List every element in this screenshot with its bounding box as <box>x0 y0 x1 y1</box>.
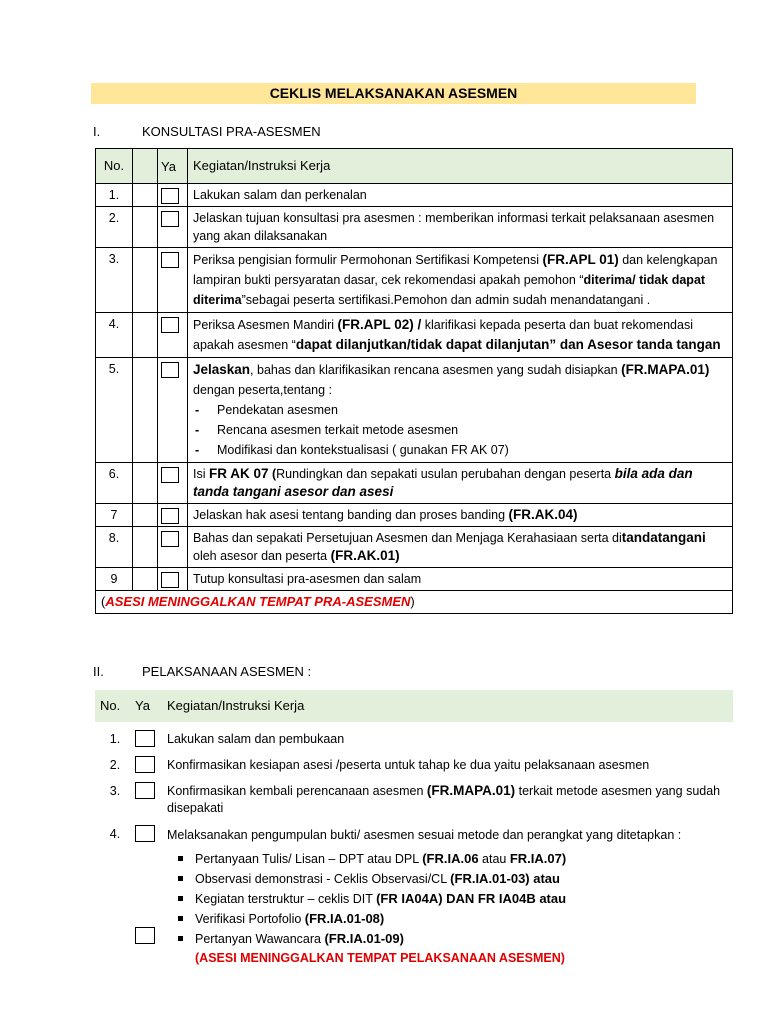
ya-checkbox[interactable] <box>161 211 179 227</box>
row-text: Lakukan salam dan pembukaan <box>167 732 345 746</box>
list-item: - Pendekatan asesmen <box>193 400 727 420</box>
row-text: Jelaskan tujuan konsultasi pra asesmen : memberikan informasi terkait pelaksanaan asesmen yang akan dilaksanakan <box>188 207 733 248</box>
table-footer-row <box>96 591 733 614</box>
table-row <box>95 750 733 776</box>
ya-checkbox[interactable] <box>161 572 179 588</box>
list-item: Pertanyan Wawancara (FR.IA.01-09) <box>167 929 728 949</box>
row-number: 4. <box>109 827 121 841</box>
table-row <box>96 527 733 568</box>
section-2-number: II. <box>93 664 104 679</box>
row-text: Lakukan salam dan perkenalan <box>188 184 733 207</box>
row-text: Jelaskan hak asesi tentang banding dan proses banding (FR.AK.04) <box>188 504 733 527</box>
row-number: 7 <box>96 504 133 527</box>
row-number: 3. <box>109 784 121 798</box>
table-row <box>96 313 733 358</box>
row-text: Periksa pengisian formulir Permohonan Sertifikasi Kompetensi (FR.APL 01) dan kelengkapan lampiran bukti persyaratan dasar, cek rekomendasi apakah pemohon “diterima/ tidak dapat diterima”sebagai peserta sertifikasi.Pemohon dan admin sudah menandatangani . <box>188 248 733 313</box>
ya-checkbox[interactable] <box>161 252 179 268</box>
row-number: 2. <box>96 207 133 248</box>
row-number: 6. <box>96 463 133 504</box>
row-number: 1. <box>96 184 133 207</box>
table-row <box>96 568 733 591</box>
row-number: 5. <box>96 358 133 463</box>
table-row <box>96 184 733 207</box>
ya-checkbox[interactable] <box>135 730 155 747</box>
section-1-heading <box>93 124 493 142</box>
footer-note: (ASESI MENINGGALKAN TEMPAT PRA-ASESMEN) <box>96 591 733 614</box>
header-no: No. <box>95 690 135 722</box>
list-item: Observasi demonstrasi - Ceklis Observasi/CL (FR.IA.01-03) atau <box>167 869 728 889</box>
table-row <box>96 463 733 504</box>
topic-list <box>193 400 727 460</box>
ya-checkbox[interactable] <box>161 508 179 524</box>
row-number: 3. <box>96 248 133 313</box>
section-2-heading <box>93 664 493 682</box>
ya-checkbox[interactable] <box>135 927 155 944</box>
row-text: Periksa Asesmen Mandiri (FR.APL 02) / klarifikasi kepada peserta dan buat rekomendasi apakah asesmen “dapat dilanjutkan/tidak dapat dilanjutan” dan Asesor tanda tangan <box>188 313 733 358</box>
ya-checkbox[interactable] <box>135 825 155 842</box>
list-item: Kegiatan terstruktur – ceklis DIT (FR IA04A) DAN FR IA04B atau <box>167 889 728 909</box>
ya-checkbox[interactable] <box>161 362 179 378</box>
section-2-label: PELAKSANAAN ASESMEN : <box>142 664 312 679</box>
row-number: 1. <box>109 732 121 746</box>
row-text: Konfirmasikan kembali perencanaan asesmen (FR.MAPA.01) terkait metode asesmen yang sudah disepakati <box>167 783 721 815</box>
list-item: Verifikasi Portofolio (FR.IA.01-08) <box>167 909 728 929</box>
row-text: Konfirmasikan kesiapan asesi /peserta untuk tahap ke dua yaitu pelaksanaan asesmen <box>167 758 650 772</box>
ya-checkbox[interactable] <box>161 531 179 547</box>
section-1-label: KONSULTASI PRA-ASESMEN <box>142 124 321 139</box>
header-ya: Ya <box>158 149 188 184</box>
pelaksanaan-table <box>95 690 733 969</box>
row-text: Melaksanakan pengumpulan bukti/ asesmen sesuai metode dan perangkat yang ditetapkan : Pertanyaan Tulis/ Lisan – DPT atau DPL (FR.IA.06 atau FR.IA.07) Observasi demonstrasi - Ceklis Observasi/CL (FR.IA.01-03) atau Kegiatan terstruktur – ceklis DIT (FR IA04A) DAN FR IA04B atau Verifikasi Portofolio (FR.IA.01-08) Pertanyan Wawancara (FR.IA.01-09) (ASESI MENINGGALKAN TEMPAT PELAKSANAAN ASESMEN) <box>162 819 733 969</box>
section-1-number: I. <box>93 124 101 139</box>
ya-checkbox[interactable] <box>161 188 179 204</box>
table-header-row <box>96 149 733 184</box>
method-list <box>167 849 728 949</box>
ya-checkbox[interactable] <box>161 467 179 483</box>
table-row <box>96 358 733 463</box>
header-kegiatan: Kegiatan/Instruksi Kerja <box>188 149 733 184</box>
pra-asesmen-table <box>95 148 733 614</box>
row-number: 2. <box>109 758 121 772</box>
header-ya: Ya <box>135 690 162 722</box>
row-number: 9 <box>96 568 133 591</box>
list-item: - Rencana asesmen terkait metode asesmen <box>193 420 727 440</box>
header-empty <box>133 149 158 184</box>
ya-checkbox[interactable] <box>135 756 155 773</box>
ya-checkbox[interactable] <box>161 317 179 333</box>
table-header-row <box>95 690 733 722</box>
list-item: Pertanyaan Tulis/ Lisan – DPT atau DPL (FR.IA.06 atau FR.IA.07) <box>167 849 728 869</box>
ya-checkbox[interactable] <box>135 782 155 799</box>
table-row <box>96 504 733 527</box>
document-title: CEKLIS MELAKSANAKAN ASESMEN <box>91 83 696 104</box>
row-number: 8. <box>96 527 133 568</box>
row-number: 4. <box>96 313 133 358</box>
table-row <box>96 207 733 248</box>
row-text: Bahas dan sepakati Persetujuan Asesmen dan Menjaga Kerahasiaan serta ditandatangani oleh asesor dan peserta (FR.AK.01) <box>188 527 733 568</box>
row-text: Isi FR AK 07 (Rundingkan dan sepakati usulan perubahan dengan peserta bila ada dan tanda tangani asesor dan asesi <box>188 463 733 504</box>
row-text: Tutup konsultasi pra-asesmen dan salam <box>188 568 733 591</box>
list-item: - Modifikasi dan kontekstualisasi ( gunakan FR AK 07) <box>193 440 727 460</box>
table-row <box>95 776 733 819</box>
header-kegiatan: Kegiatan/Instruksi Kerja <box>162 690 733 722</box>
header-no: No. <box>96 149 133 184</box>
table-row <box>95 819 733 969</box>
row-text: Jelaskan, bahas dan klarifikasikan rencana asesmen yang sudah disiapkan (FR.MAPA.01) dengan peserta,tentang : - Pendekatan asesmen - Rencana asesmen terkait metode asesmen - Modifikasi dan kontekstualisasi ( gunakan FR AK 07) <box>188 358 733 463</box>
table-row <box>95 722 733 750</box>
closing-note: (ASESI MENINGGALKAN TEMPAT PELAKSANAAN ASESMEN) <box>195 951 565 965</box>
table-row <box>96 248 733 313</box>
